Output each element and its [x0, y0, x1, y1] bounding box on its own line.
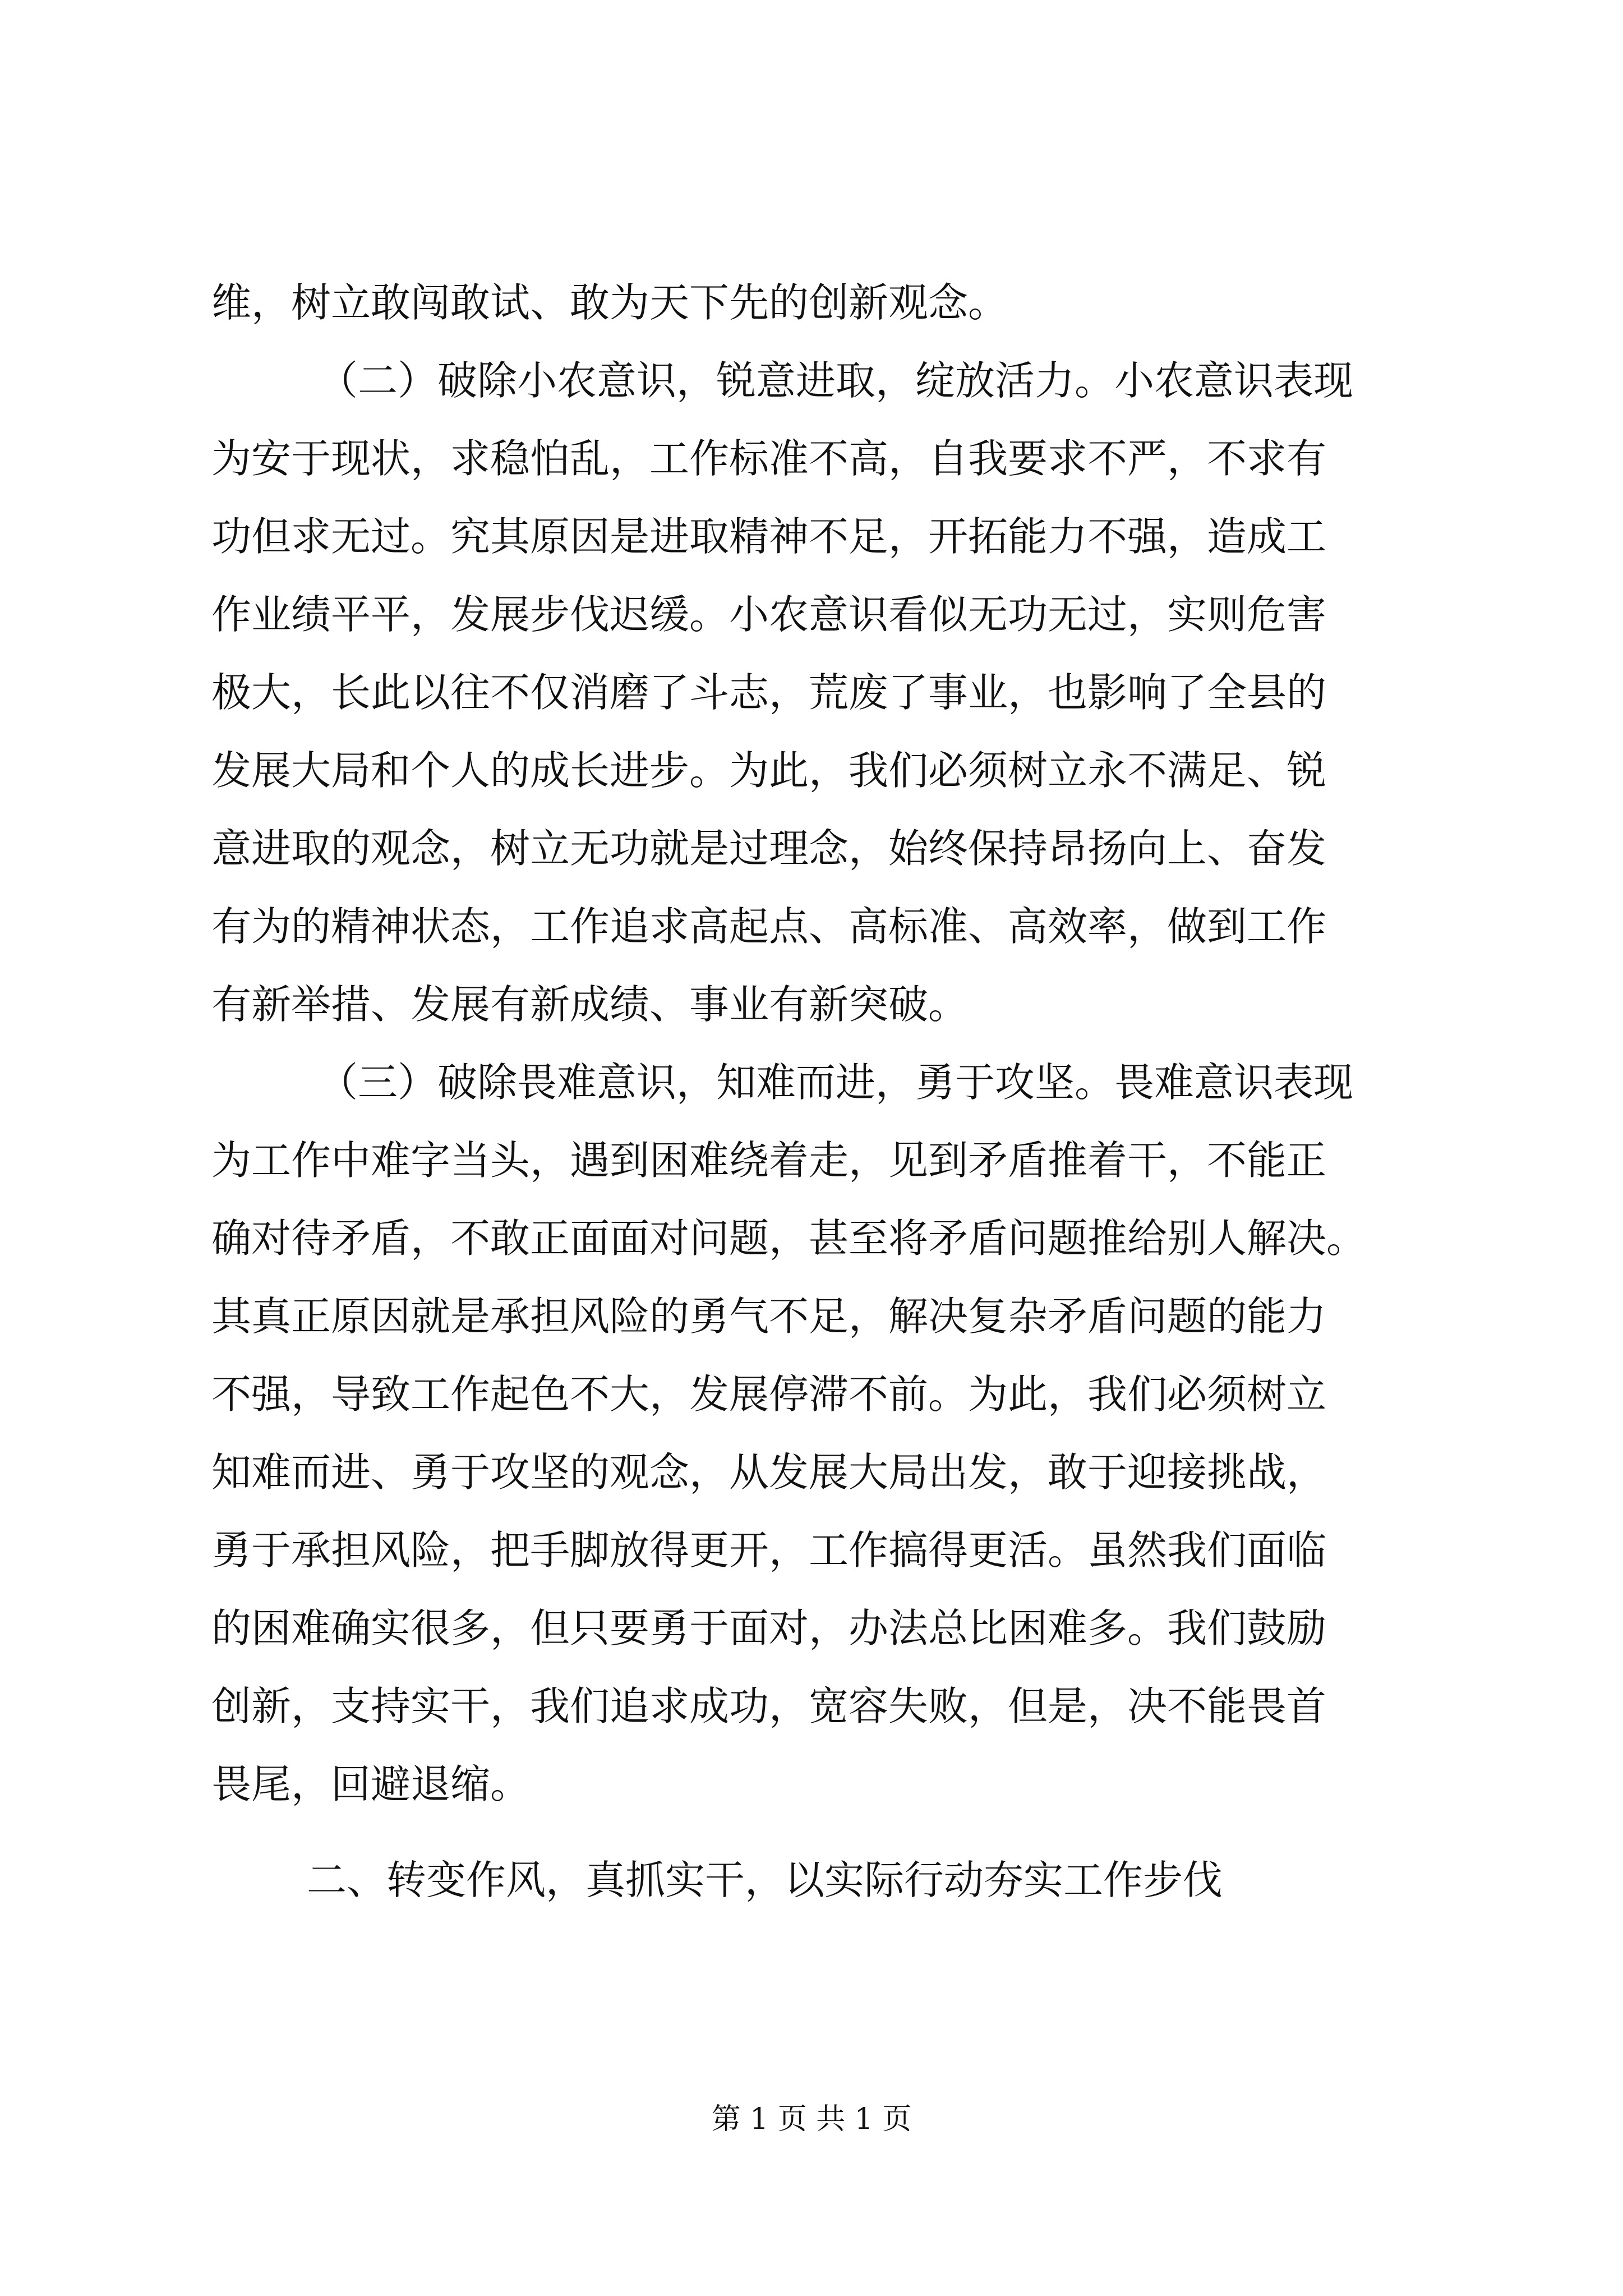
- text-line: 维，树立敢闯敢试、敢为天下先的创新观念。: [211, 279, 1008, 326]
- text-line: 知难而进、勇于攻坚的观念，从发展大局出发，敢于迎接挑战，: [211, 1449, 1327, 1496]
- text-line: 畏尾，回避退缩。: [211, 1761, 531, 1807]
- text-line: （三）破除畏难意识，知难而进，勇于攻坚。畏难意识表现: [318, 1059, 1354, 1106]
- section-heading: 二、转变作风，真抓实干，以实际行动夯实工作步伐: [307, 1857, 1223, 1903]
- text-line: 功但求无过。究其原因是进取精神不足，开拓能力不强，造成工: [211, 513, 1327, 560]
- text-line: 发展大局和个人的成长进步。为此，我们必须树立永不满足、锐: [211, 747, 1327, 794]
- text-line: 不强，导致工作起色不大，发展停滞不前。为此，我们必须树立: [211, 1371, 1327, 1418]
- text-line: 作业绩平平，发展步伐迟缓。小农意识看似无功无过，实则危害: [211, 591, 1327, 638]
- text-line: 确对待矛盾，不敢正面面对问题，甚至将矛盾问题推给别人解决。: [211, 1215, 1367, 1262]
- text-line: 为安于现状，求稳怕乱，工作标准不高，自我要求不严，不求有: [211, 435, 1327, 482]
- text-line: 极大，长此以往不仅消磨了斗志，荒废了事业，也影响了全县的: [211, 669, 1327, 716]
- text-line: 创新，支持实干，我们追求成功，宽容失败，但是，决不能畏首: [211, 1683, 1327, 1729]
- document-body: [211, 264, 1417, 1919]
- text-line: 勇于承担风险，把手脚放得更开，工作搞得更活。虽然我们面临: [211, 1527, 1327, 1573]
- text-line: 的困难确实很多，但只要勇于面对，办法总比困难多。我们鼓励: [211, 1605, 1327, 1651]
- text-line: 其真正原因就是承担风险的勇气不足，解决复杂矛盾问题的能力: [211, 1293, 1327, 1340]
- text-line: 有新举措、发展有新成绩、事业有新突破。: [211, 981, 969, 1028]
- text-line: 意进取的观念，树立无功就是过理念，始终保持昂扬向上、奋发: [211, 825, 1327, 872]
- page-footer: 第 1 页 共 1 页: [711, 2102, 912, 2136]
- text-line: （二）破除小农意识，锐意进取，绽放活力。小农意识表现: [318, 357, 1354, 404]
- text-line: 有为的精神状态，工作追求高起点、高标准、高效率，做到工作: [211, 903, 1327, 950]
- text-line: 为工作中难字当头，遇到困难绕着走，见到矛盾推着干，不能正: [211, 1137, 1327, 1184]
